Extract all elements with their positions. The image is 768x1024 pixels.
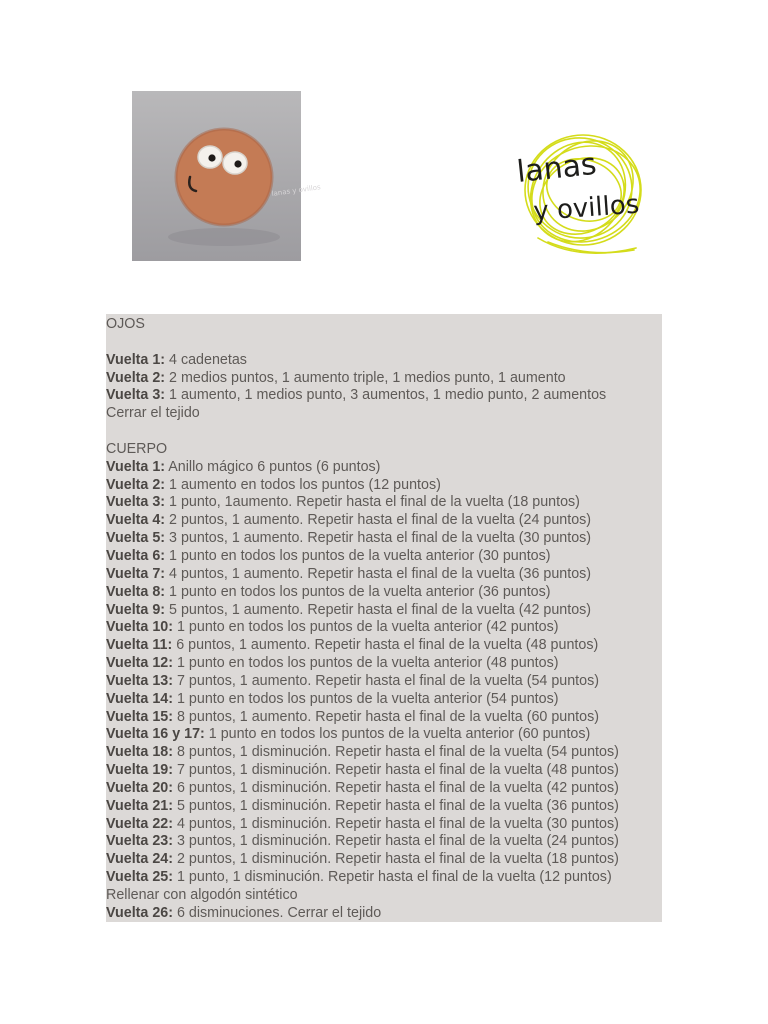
instruction-row [106, 387, 662, 405]
spacer [106, 423, 662, 441]
row-label: Vuelta 21: [106, 797, 174, 814]
row-text: 8 puntos, 1 disminución. Repetir hasta el final de la vuelta (54 puntos) [173, 744, 619, 761]
instruction-row [106, 405, 662, 423]
instruction-row [106, 566, 662, 584]
instruction-row [106, 637, 662, 655]
row-text: 2 puntos, 1 aumento. Repetir hasta el final de la vuelta (24 puntos) [165, 512, 592, 529]
row-text: 1 punto, 1 disminución. Repetir hasta el final de la vuelta (12 puntos) [173, 869, 612, 886]
row-label: Vuelta 16 y 17: [106, 726, 205, 743]
row-label: Vuelta 13: [106, 672, 174, 689]
row-text: 5 puntos, 1 aumento. Repetir hasta el final de la vuelta (42 puntos) [165, 601, 592, 618]
row-text: 1 aumento en todos los puntos (12 puntos) [165, 476, 441, 493]
instruction-row [106, 762, 662, 780]
row-label: Vuelta 11: [106, 637, 173, 654]
row-text: 8 puntos, 1 aumento. Repetir hasta el final de la vuelta (60 puntos) [173, 708, 600, 725]
row-text: 3 puntos, 1 aumento. Repetir hasta el final de la vuelta (30 puntos) [165, 530, 592, 547]
row-text: 4 cadenetas [165, 351, 247, 368]
row-label: Vuelta 4: [106, 512, 166, 529]
row-text: 1 punto en todos los puntos de la vuelta anterior (36 puntos) [165, 583, 551, 600]
row-text: 2 puntos, 1 disminución. Repetir hasta el final de la vuelta (18 puntos) [173, 851, 619, 868]
instruction-row [106, 352, 662, 370]
instruction-row [106, 709, 662, 727]
row-text: Cerrar el tejido [106, 405, 200, 422]
row-text: 1 punto, 1aumento. Repetir hasta el final de la vuelta (18 puntos) [165, 494, 580, 511]
instruction-row [106, 602, 662, 620]
row-text: 3 puntos, 1 disminución. Repetir hasta el final de la vuelta (24 puntos) [173, 833, 619, 850]
instruction-row [106, 816, 662, 834]
instruction-row [106, 530, 662, 548]
row-text: 6 puntos, 1 disminución. Repetir hasta el final de la vuelta (42 puntos) [173, 779, 619, 796]
row-label: Vuelta 6: [106, 547, 166, 564]
instruction-row [106, 691, 662, 709]
row-label: Vuelta 26: [106, 904, 174, 921]
instruction-row [106, 477, 662, 495]
row-label: Vuelta 12: [106, 655, 174, 672]
row-text: 1 punto en todos los puntos de la vuelta anterior (30 puntos) [165, 547, 551, 564]
instruction-row [106, 869, 662, 887]
row-label: Vuelta 7: [106, 565, 166, 582]
row-text: 6 disminuciones. Cerrar el tejido [173, 904, 382, 921]
row-label: Vuelta 19: [106, 762, 174, 779]
instruction-row [106, 673, 662, 691]
row-label: Vuelta 20: [106, 779, 174, 796]
row-text: Anillo mágico 6 puntos (6 puntos) [165, 458, 381, 475]
row-text: 7 puntos, 1 disminución. Repetir hasta el final de la vuelta (48 puntos) [173, 762, 619, 779]
row-label: Vuelta 3: [106, 494, 166, 511]
row-label: Vuelta 25: [106, 869, 174, 886]
row-text: 6 puntos, 1 aumento. Repetir hasta el final de la vuelta (48 puntos) [172, 637, 599, 654]
instruction-row [106, 459, 662, 477]
lanas-y-ovillos-logo [508, 120, 658, 270]
instruction-row [106, 494, 662, 512]
row-label: Vuelta 1: [106, 458, 166, 475]
row-label: Vuelta 9: [106, 601, 166, 618]
row-text: 1 punto en todos los puntos de la vuelta anterior (48 puntos) [173, 655, 559, 672]
row-text: 7 puntos, 1 aumento. Repetir hasta el final de la vuelta (54 puntos) [173, 672, 600, 689]
row-label: Vuelta 1: [106, 351, 166, 368]
row-text: 1 aumento, 1 medios punto, 3 aumentos, 1 medio punto, 2 aumentos [165, 387, 607, 404]
instruction-row [106, 780, 662, 798]
row-label: Vuelta 18: [106, 744, 174, 761]
instruction-row [106, 905, 662, 923]
row-text: 4 puntos, 1 aumento. Repetir hasta el final de la vuelta (36 puntos) [165, 565, 592, 582]
row-label: Vuelta 2: [106, 476, 166, 493]
row-text: Rellenar con algodón sintético [106, 887, 298, 903]
instruction-row [106, 798, 662, 816]
section-heading-cuerpo: CUERPO [106, 440, 168, 457]
instruction-row [106, 512, 662, 530]
instruction-row [106, 655, 662, 673]
row-label: Vuelta 22: [106, 815, 174, 832]
spacer [106, 334, 662, 352]
photo-watermark [271, 183, 321, 198]
section-heading-ojos: OJOS [106, 316, 145, 332]
instruction-row [106, 726, 662, 744]
instruction-row [106, 851, 662, 869]
instruction-row [106, 619, 662, 637]
photo-watermark-word-1: lanas y ovillos [271, 183, 322, 198]
row-label: Vuelta 8: [106, 583, 166, 600]
row-text: 1 punto en todos los puntos de la vuelta anterior (42 puntos) [173, 619, 559, 636]
instruction-row [106, 744, 662, 762]
row-text: 1 punto en todos los puntos de la vuelta anterior (54 puntos) [173, 690, 559, 707]
instruction-row [106, 887, 662, 905]
row-label: Vuelta 14: [106, 690, 174, 707]
logo-word-y-ovillos: y ovillos [532, 189, 641, 227]
row-label: Vuelta 24: [106, 851, 174, 868]
pattern-instructions [106, 314, 662, 922]
row-text: 5 puntos, 1 disminución. Repetir hasta el final de la vuelta (36 puntos) [173, 797, 619, 814]
row-label: Vuelta 10: [106, 619, 174, 636]
amigurumi-photo [132, 91, 322, 261]
row-label: Vuelta 23: [106, 833, 174, 850]
row-label: Vuelta 15: [106, 708, 174, 725]
row-label: Vuelta 3: [106, 387, 166, 404]
row-label: Vuelta 5: [106, 530, 166, 547]
logo-word-lanas: lanas [515, 146, 599, 190]
instruction-row [106, 370, 662, 388]
instruction-row [106, 584, 662, 602]
instruction-row [106, 548, 662, 566]
row-text: 4 puntos, 1 disminución. Repetir hasta el final de la vuelta (30 puntos) [173, 815, 619, 832]
instruction-row [106, 833, 662, 851]
row-text: 2 medios puntos, 1 aumento triple, 1 medios punto, 1 aumento [165, 369, 566, 386]
row-label: Vuelta 2: [106, 369, 166, 386]
row-text: 1 punto en todos los puntos de la vuelta anterior (60 puntos) [204, 726, 591, 743]
